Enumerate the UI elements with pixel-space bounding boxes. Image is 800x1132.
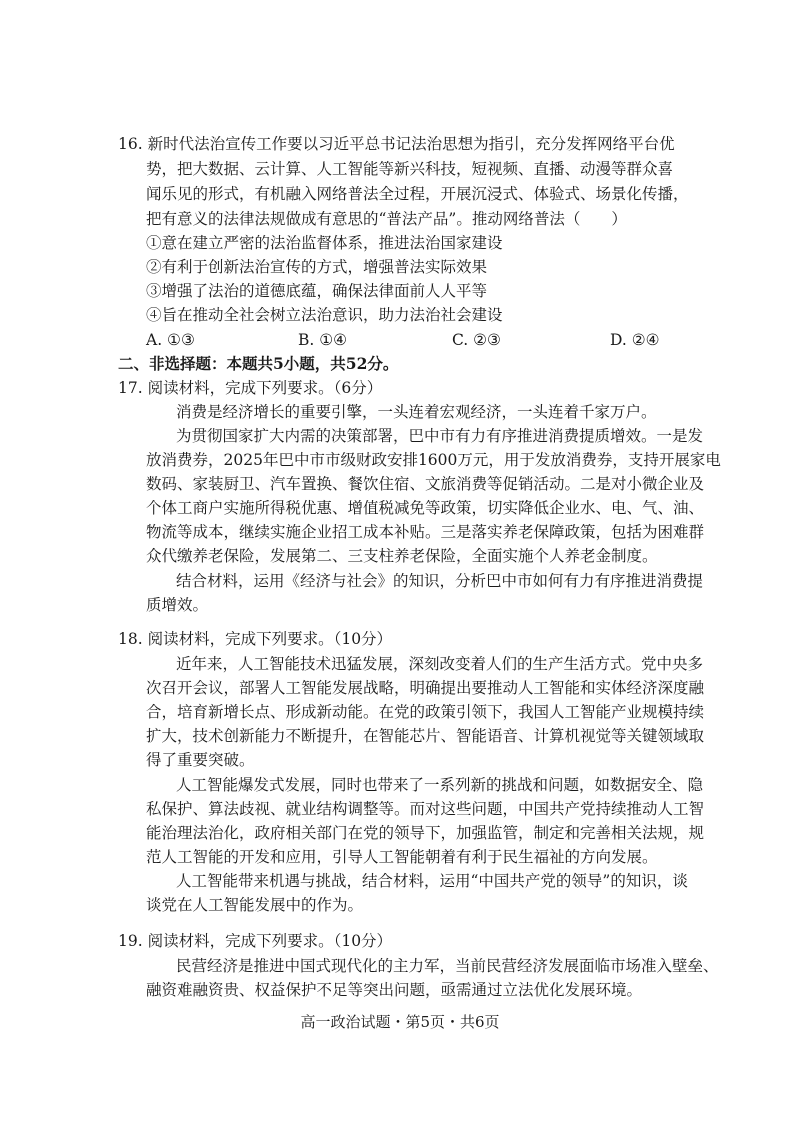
q18-line: 近年来，人工智能技术迅猛发展，深刻改变着人们的生产生活方式。党中央多: [176, 655, 704, 673]
q16-line: 闻乐见的形式，有机融入网络普法全过程，开展沉浸式、体验式、场景化传播，: [146, 185, 689, 203]
q16-option-a: A. ①③: [146, 331, 195, 349]
q17-line: 物流等成本，继续实施企业招工成本补贴。三是落实养老保障政策，包括为困难群: [146, 523, 705, 541]
q16-line: 16. 新时代法治宣传工作要以习近平总书记法治思想为指引，充分发挥网络平台优: [118, 135, 675, 153]
q17-line: 为贯彻国家扩大内需的决策部署，巴中市有力有序推进消费提质增效。一是发: [176, 427, 704, 445]
q16-statement-1: ①意在建立严密的法治监督体系，推进法治国家建设: [146, 234, 503, 252]
q16-statement-3: ③增强了法治的道德底蕴，确保法律面前人人平等: [146, 282, 488, 300]
q17-line: 17. 阅读材料，完成下列要求。（6分）: [118, 379, 383, 397]
q19-line: 融资难融资贵、权益保护不足等突出问题，亟需通过立法优化发展环境。: [146, 981, 643, 999]
q16-statement-4: ④旨在推动全社会树立法治意识，助力法治社会建设: [146, 306, 503, 324]
q18-line: 合，培育新增长点、形成新动能。在党的政策引领下，我国人工智能产业规模持续: [146, 703, 705, 721]
q17-line: 消费是经济增长的重要引擎，一头连着宏观经济，一头连着千家万户。: [176, 403, 657, 421]
q17-line: 质增效。: [146, 596, 209, 614]
q16-option-c: C. ②③: [452, 331, 501, 349]
q17-line: 放消费券，2025年巴中市市级财政安排1600万元，用于发放消费券，支持开展家电: [146, 451, 721, 469]
q16-statement-2: ②有利于创新法治宣传的方式，增强普法实际效果: [146, 258, 488, 276]
q17-line: 数码、家装厨卫、汽车置换、餐饮住宿、文旅消费等促销活动。二是对小微企业及: [146, 475, 705, 493]
q18-line: 次召开会议，部署人工智能发展战略，明确提出要推动人工智能和实体经济深度融: [146, 679, 705, 697]
q18-line: 得了重要突破。: [146, 751, 255, 769]
page-footer: 高一政治试题・第5页・共6页: [300, 1013, 500, 1031]
q16-line: 势，把大数据、云计算、人工智能等新兴科技，短视频、直播、动漫等群众喜: [146, 160, 674, 178]
q18-line: 18. 阅读材料，完成下列要求。（10分）: [118, 630, 393, 648]
q16-line: 把有意义的法律法规做成有意思的“普法产品”。推动网络普法（ ）: [146, 210, 627, 228]
q18-line: 谈党在人工智能发展中的作为。: [146, 896, 364, 914]
q16-option-d: D. ②④: [610, 331, 660, 349]
q17-line: 结合材料，运用《经济与社会》的知识，分析巴中市如何有力有序推进消费提: [176, 572, 704, 590]
q18-line: 私保护、算法歧视、就业结构调整等。而对这些问题，中国共产党持续推动人工智: [146, 800, 705, 818]
q18-line: 能治理法治化，政府相关部门在党的领导下，加强监管，制定和完善相关法规，规: [146, 824, 705, 842]
q17-line: 众代缴养老保险，发展第二、三支柱养老保险，全面实施个人养老金制度。: [146, 547, 658, 565]
q19-line: 19. 阅读材料，完成下列要求。（10分）: [118, 932, 393, 950]
q16-option-b: B. ①④: [298, 331, 348, 349]
q17-line: 个体工商户实施所得税优惠、增值税减免等政策，切实降低企业水、电、气、油、: [146, 499, 705, 517]
q18-line: 范人工智能的开发和应用，引导人工智能朝着有利于民生福祉的方向发展。: [146, 848, 658, 866]
section-heading: 二、非选择题：本题共5小题，共52分。: [118, 354, 399, 373]
q19-line: 民营经济是推进中国式现代化的主力军，当前民营经济发展面临市场准入壁垒、: [176, 957, 719, 975]
q18-line: 人工智能带来机遇与挑战，结合材料，运用“中国共产党的领导”的知识，谈: [176, 872, 688, 890]
q18-line: 人工智能爆发式发展，同时也带来了一系列新的挑战和问题，如数据安全、隐: [176, 776, 704, 794]
q18-line: 扩大，技术创新能力不断提升，在智能芯片、智能语音、计算机视觉等关键领域取: [146, 727, 705, 745]
